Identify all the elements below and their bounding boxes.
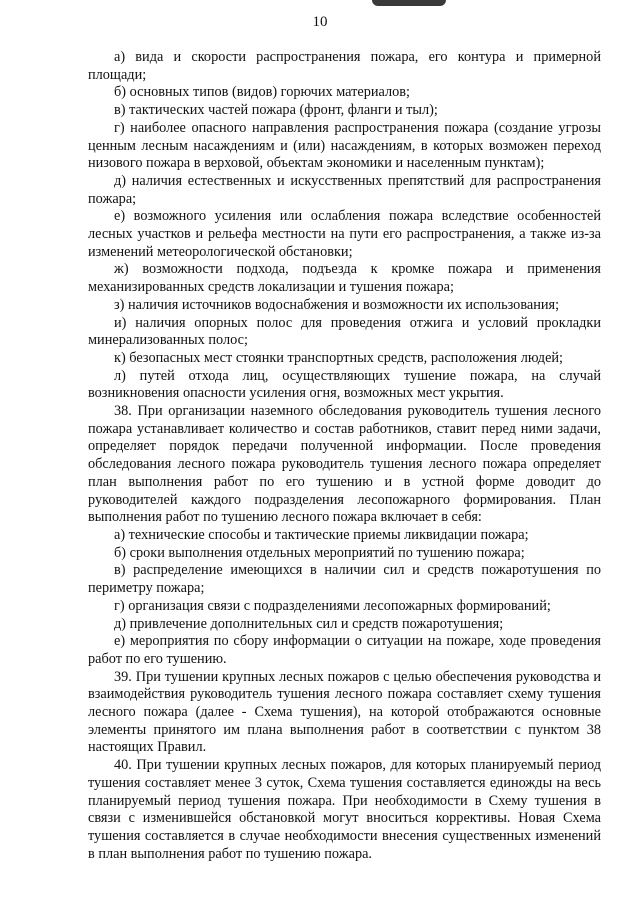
paragraph: д) наличия естественных и искусственных препятствий для распространения пожара;: [88, 172, 601, 207]
paragraph: 39. При тушении крупных лесных пожаров с целью обеспечения руководства и взаимодействия руководитель тушения лесного пожара составляет схему тушения лесного пожара (далее - Схема тушения), на которой отображаются основные элементы принятого им плана выполнения работ в соответствии с пунктом 38 настоящих Правил.: [88, 668, 601, 756]
page-number: 10: [312, 14, 328, 30]
paragraph: б) сроки выполнения отдельных мероприятий по тушению пожара;: [114, 544, 525, 561]
paragraph: 40. При тушении крупных лесных пожаров, для которых планируемый период тушения составляет менее 3 суток, Схема тушения составляется единожды на весь планируемый период тушения пожара. При необходимости в Схему тушения в связи с изменившейся обстановкой могут вноситься коррективы. Новая Схема тушения составляется в случае необходимости внесения существенных изменений в план выполнения работ по тушению пожара.: [88, 757, 601, 862]
paragraph: ж) возможности подхода, подъезда к кромке пожара и применения механизированных средств локализации и тушения пожара;: [88, 261, 601, 296]
paragraph: з) наличия источников водоснабжения и возможности их использования;: [114, 296, 560, 313]
paragraph: а) технические способы и тактические приемы ликвидации пожара;: [114, 526, 529, 543]
paragraph: е) возможного усиления или ослабления пожара вследствие особенностей лесных участков и рельефа местности на пути его распространения, а также из-за изменений метеорологической обстановки;: [88, 208, 601, 260]
paragraph: г) организация связи с подразделениями лесопожарных формирований;: [114, 597, 551, 614]
paragraph: в) распределение имеющихся в наличии сил и средств пожаротушения по периметру пожара;: [88, 562, 601, 597]
scan-mark: [372, 0, 446, 6]
document-body: [88, 49, 601, 863]
paragraph: 38. При организации наземного обследования руководитель тушения лесного пожара устанавливает количество и состав работников, ставит перед ними задачи, определяет порядок передачи полученной информации. После проведения обследования лесного пожара руководитель тушения лесного пожара определяет план выполнения работ по его тушению и в устной форме доводит до руководителей каждого подразделения лесопожарного формирования. План выполнения работ по тушению лесного пожара включает в себя:: [88, 403, 601, 526]
paragraph: л) путей отхода лиц, осуществляющих тушение пожара, на случай возникновения опасности усиления огня, возможных мест укрытия.: [88, 367, 601, 402]
paragraph: б) основных типов (видов) горючих материалов;: [114, 84, 410, 101]
paragraph: е) мероприятия по сбору информации о ситуации на пожаре, ходе проведения работ по его тушению.: [88, 633, 601, 667]
paragraph: к) безопасных мест стоянки транспортных средств, расположения людей;: [114, 349, 564, 366]
paragraph: д) привлечение дополнительных сил и средств пожаротушения;: [114, 615, 504, 632]
paragraph: а) вида и скорости распространения пожара, его контура и примерной площади;: [88, 49, 601, 83]
paragraph: г) наиболее опасного направления распространения пожара (создание угрозы ценным лесным насаждениям и (или) насаждениям, в которых возможен переход низового пожара в верховой, объектам экономики и населенным пунктам);: [88, 119, 601, 172]
paragraph: и) наличия опорных полос для проведения отжига и условий прокладки минерализованных полос;: [88, 314, 601, 349]
paragraph: в) тактических частей пожара (фронт, фланги и тыл);: [114, 102, 438, 119]
